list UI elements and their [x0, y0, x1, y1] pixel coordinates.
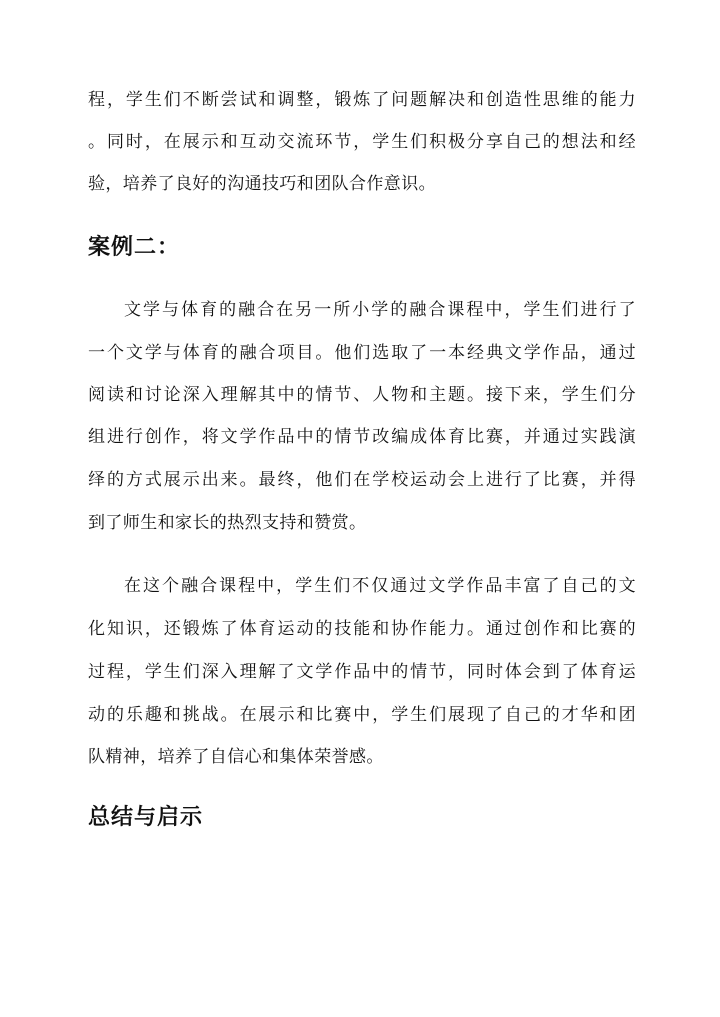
- paragraph-line: 化知识，还锻炼了体育运动的技能和协作能力。通过创作和比赛的: [88, 619, 636, 639]
- paragraph-line: 过程，学生们深入理解了文学作品中的情节，同时体会到了体育运: [88, 662, 636, 682]
- paragraph-line: 队精神，培养了自信心和集体荣誉感。: [88, 747, 384, 767]
- paragraph-line: 在这个融合课程中，学生们不仅通过文学作品丰富了自己的文: [124, 576, 636, 596]
- paragraph-line: 。同时，在展示和互动交流环节，学生们积极分享自己的想法和经: [88, 132, 636, 152]
- paragraph-line: 一个文学与体育的融合项目。他们选取了一本经典文学作品，通过: [88, 343, 636, 363]
- paragraph-line: 文学与体育的融合在另一所小学的融合课程中，学生们进行了: [124, 300, 636, 320]
- paragraph-line: 验，培养了良好的沟通技巧和团队合作意识。: [88, 174, 436, 194]
- paragraph-line: 阅读和讨论深入理解其中的情节、人物和主题。接下来，学生们分: [88, 385, 636, 405]
- paragraph-line: 程，学生们不断尝试和调整，锻炼了问题解决和创造性思维的能力: [88, 90, 636, 110]
- paragraph-line: 绎的方式展示出来。最终，他们在学校运动会上进行了比赛，并得: [88, 470, 636, 490]
- section-heading-summary: 总结与启示: [88, 804, 204, 830]
- section-heading-case2: 案例二：: [88, 234, 181, 260]
- paragraph-line: 动的乐趣和挑战。在展示和比赛中，学生们展现了自己的才华和团: [88, 705, 636, 725]
- paragraph-line: 到了师生和家长的热烈支持和赞赏。: [88, 513, 367, 533]
- paragraph-line: 组进行创作，将文学作品中的情节改编成体育比赛，并通过实践演: [88, 427, 636, 447]
